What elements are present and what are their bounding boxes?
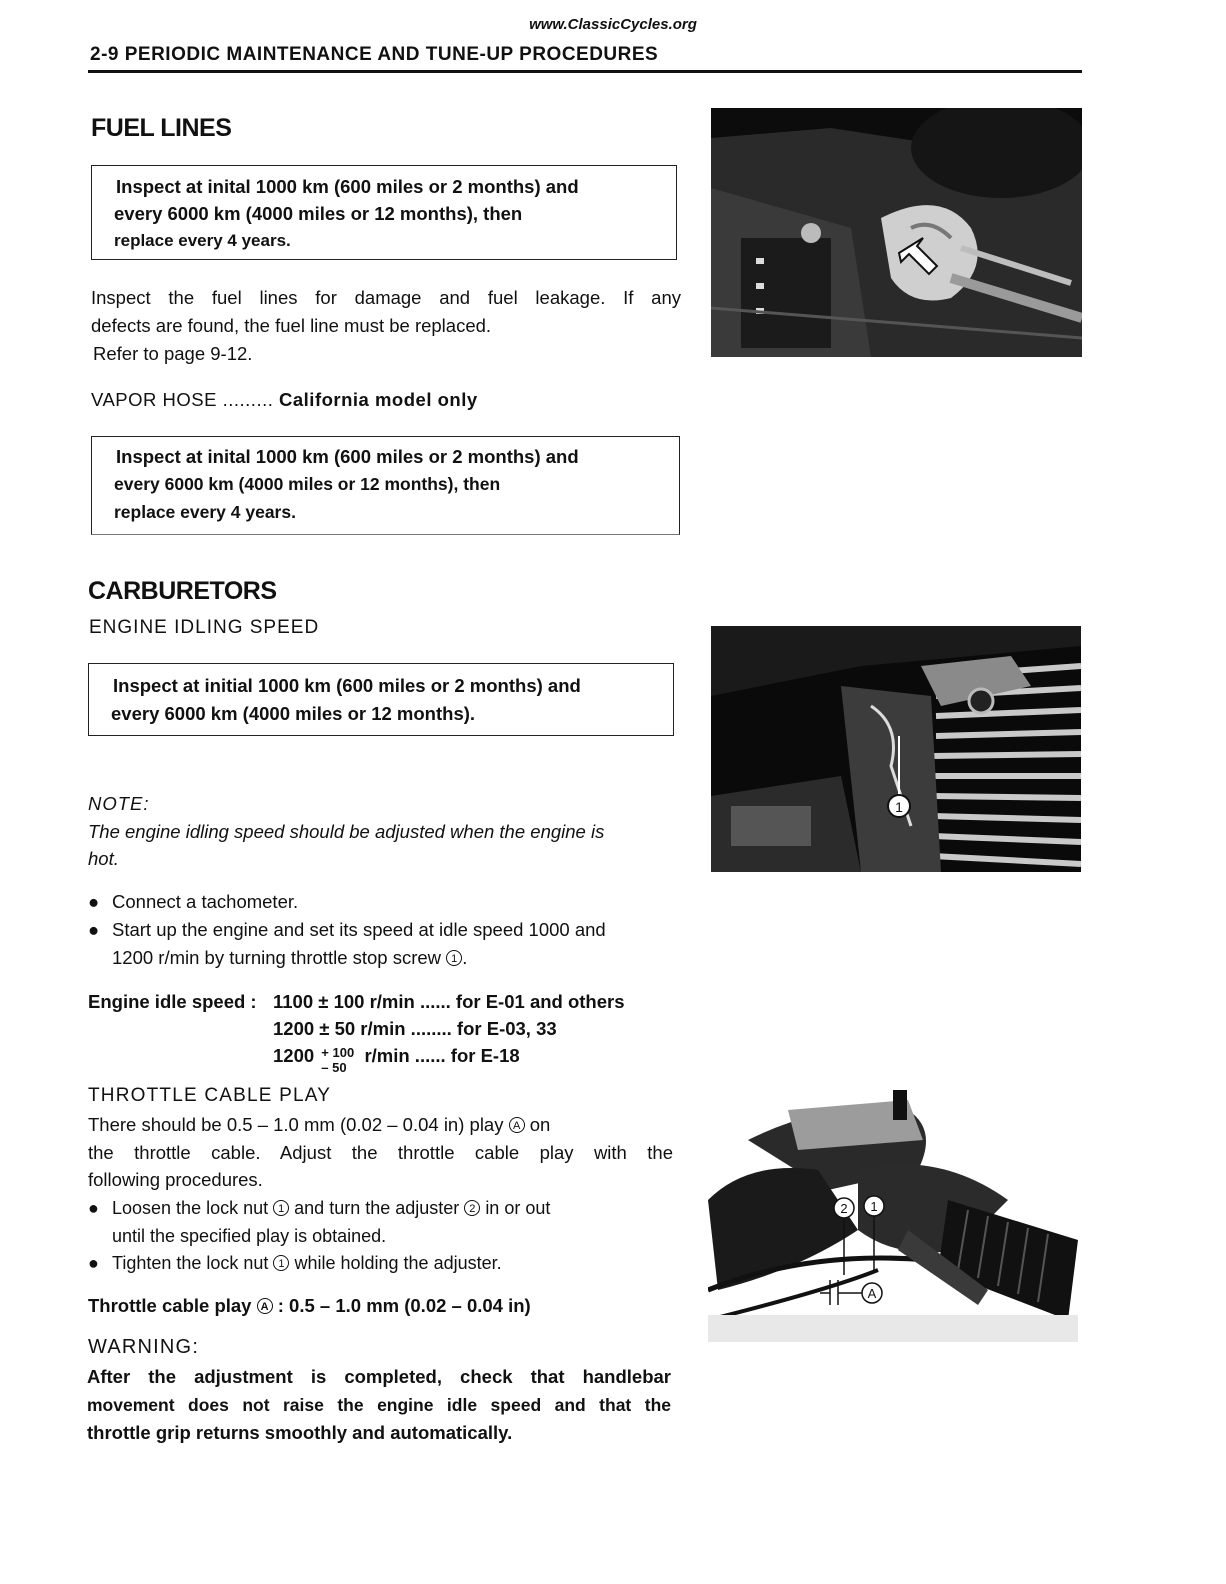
- callout-letter: A: [257, 1298, 273, 1314]
- note-text-line: hot.: [88, 848, 119, 869]
- note-text-line: The engine idling speed should be adjusted when the engine is: [88, 821, 605, 842]
- warning-text-line: After the adjustment is completed, check that handlebar: [87, 1366, 671, 1387]
- fuel-line-photo: [711, 108, 1082, 357]
- idle-speed-spec: 1100 ± 100 r/min ...... for E-01 and others: [273, 991, 625, 1012]
- note-label: NOTE:: [88, 793, 150, 814]
- idle-speed-spec: 1200 ± 50 r/min ........ for E-03, 33: [273, 1018, 557, 1039]
- engine-callout-label: 1: [895, 799, 903, 815]
- vapor-hose-label: VAPOR HOSE .........: [91, 389, 274, 410]
- callout-number: 2: [464, 1200, 480, 1216]
- bullet-text: and turn the adjuster: [294, 1198, 460, 1218]
- callout-number: 1: [273, 1200, 289, 1216]
- throttle-cable-photo: [708, 1090, 1078, 1342]
- callout-letter: A: [509, 1117, 525, 1133]
- throttle-callout-label: A: [867, 1286, 877, 1301]
- bullet-text: Start up the engine and set its speed at idle speed 1000 and: [112, 919, 606, 940]
- spec-label: Throttle cable play: [88, 1295, 252, 1316]
- bullet-dot: ●: [88, 919, 100, 940]
- warning-text-line: movement does not raise the engine idle speed and that the: [87, 1395, 671, 1415]
- interval-line: Inspect at inital 1000 km (600 miles or 2 months) and: [116, 446, 579, 467]
- vapor-hose-value: California model only: [279, 389, 478, 410]
- bullet-text: in or out: [485, 1198, 551, 1218]
- fuel-lines-body-line: Inspect the fuel lines for damage and fuel leakage. If any: [91, 287, 681, 308]
- throttle-callout-label: 1: [870, 1199, 878, 1214]
- fuel-lines-body-line: Refer to page 9-12.: [93, 343, 253, 364]
- fuel-line-photo-graphic: [711, 108, 1082, 357]
- throttle-callout-label: 2: [840, 1201, 848, 1216]
- bullet-text: Loosen the lock nut: [112, 1198, 269, 1218]
- throttle-body-line: on: [529, 1114, 551, 1135]
- header-divider: [88, 70, 1082, 73]
- bullet-item: [88, 1194, 678, 1250]
- throttle-body-line: There should be 0.5 – 1.0 mm (0.02 – 0.04 in) play: [88, 1114, 504, 1135]
- bullet-text: 1200 r/min by turning throttle stop screw: [112, 947, 442, 968]
- interval-line: every 6000 km (4000 miles or 12 months), then: [114, 203, 523, 224]
- interval-line: every 6000 km (4000 miles or 12 months), then: [114, 474, 501, 494]
- interval-line: replace every 4 years.: [114, 231, 291, 250]
- bullet-dot: ●: [88, 891, 100, 912]
- interval-line: Inspect at inital 1000 km (600 miles or 2 months) and: [116, 176, 579, 197]
- section-header: 2-9 PERIODIC MAINTENANCE AND TUNE-UP PROCEDURES: [90, 44, 659, 65]
- engine-idle-photo: [711, 626, 1081, 872]
- spec-value: 1200: [273, 1045, 315, 1066]
- bullet-item: ● Start up the engine and set its speed at idle speed 1000 and 1200 r/min by turning throttle stop screw 1 .: [88, 916, 678, 972]
- callout-number: 1: [273, 1255, 289, 1271]
- spec-text: r/min ...... for E-18: [364, 1045, 520, 1066]
- idling-speed-subtitle: ENGINE IDLING SPEED: [89, 617, 320, 638]
- bullet-text: while holding the adjuster.: [294, 1253, 502, 1273]
- throttle-photo-graphic: [708, 1090, 1078, 1342]
- fuel-lines-title: FUEL LINES: [91, 114, 232, 142]
- throttle-body-line: following procedures.: [88, 1169, 263, 1190]
- bullet-text: Tighten the lock nut: [112, 1253, 269, 1273]
- interval-line: replace every 4 years.: [114, 502, 296, 522]
- bullet-text: until the specified play is obtained.: [112, 1226, 387, 1246]
- spec-tolerance-plus: + 100: [321, 1045, 355, 1060]
- carburetor-interval-box: [88, 663, 674, 736]
- fuel-lines-interval-box: [91, 165, 677, 260]
- throttle-body-line: the throttle cable. Adjust the throttle cable play with the: [88, 1142, 673, 1163]
- engine-photo-graphic: [711, 626, 1081, 872]
- warning-label: WARNING:: [88, 1336, 200, 1358]
- spec-tolerance-minus: – 50: [321, 1060, 347, 1075]
- interval-line: Inspect at initial 1000 km (600 miles or 2 months) and: [113, 675, 581, 696]
- throttle-cable-title: THROTTLE CABLE PLAY: [88, 1085, 332, 1106]
- bullet-text: Connect a tachometer.: [112, 891, 299, 912]
- carburetors-title: CARBURETORS: [88, 577, 277, 605]
- callout-number: 1: [446, 950, 462, 966]
- bullet-dot: ●: [88, 1253, 99, 1273]
- vapor-hose-interval-box: [91, 436, 680, 535]
- throttle-cable-play-spec: [88, 1292, 531, 1319]
- warning-text-line: throttle grip returns smoothly and automatically.: [87, 1422, 513, 1443]
- idle-speed-label: Engine idle speed :: [88, 991, 257, 1012]
- website-url: www.ClassicCycles.org: [529, 16, 697, 33]
- interval-line: every 6000 km (4000 miles or 12 months).: [111, 703, 476, 724]
- fuel-lines-body-line: defects are found, the fuel line must be replaced.: [91, 315, 492, 336]
- bullet-dot: ●: [88, 1198, 99, 1218]
- spec-value: : 0.5 – 1.0 mm (0.02 – 0.04 in): [277, 1295, 531, 1316]
- idle-speed-spec: [273, 1042, 520, 1075]
